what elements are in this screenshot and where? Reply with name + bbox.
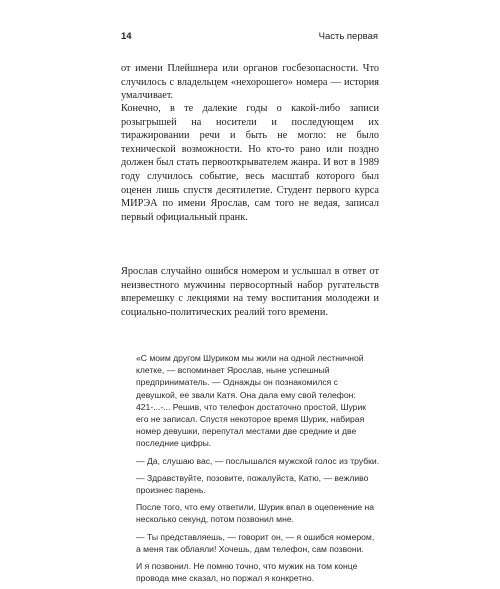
page-header (121, 31, 378, 45)
quote-paragraph: — Ты представляешь, — говорит он, — я ошибся номером, а меня так облаяли! Хочешь, дам телефон, сам позвони. (136, 531, 375, 554)
quote-paragraph: После того, что ему ответили, Шурик впал в оцепенение на несколько секунд, потом позвонил мне. (136, 502, 375, 525)
quote-paragraph: «С моим другом Шуриком мы жили на одной лестничной клетке, — вспоминает Ярослав, ныне успешный предприниматель. — Однажды он познакомился с девушкой, ее звали Катя. Она дала ему свой телефон: 421-...-... Решив, что телефон достаточно простой, Шурик его не записал. Спустя некоторое время Шурик, набирая номер девушки, перепутал местами две средние и две последние цифры. (136, 353, 366, 449)
paragraph: от имени Плейшнера или органов госбезопасности. Что случилось с владельцем «нехорошего» номера — история умалчивает. (121, 63, 379, 102)
page-number: 14 (121, 31, 132, 42)
quote-paragraph: — Да, слушаю вас, — послышался мужской голос из трубки. (136, 455, 380, 466)
quote-paragraph: — Здравствуйте, позовите, пожалуйста, Катю, — вежливо произнес парень. (136, 472, 369, 496)
running-title: Часть первая (318, 31, 378, 42)
quote-block (136, 352, 380, 589)
paragraph: Конечно, в те далекие годы о какой-либо записи розыгрышей на носители и последующем их тиражировании речи и быть не могло: не было технической возможности. Но кто-то рано или поздно должен был стать первооткрывателем жанра. И вот в 1989 году случилось событие, весь масштаб которого был оценен лишь спустя десятилетие. Студент первого курса МИРЭА по имени Ярослав, сам того не ведая, записал первый официальный пранк. (121, 103, 379, 223)
paragraph: Ярослав случайно ошибся номером и услышал в ответ от неизвестного мужчины первосортный набор ругательств вперемешку с лекциями на тему воспитания молодежи и социально-политических реалий того времени. (121, 266, 379, 318)
quote-paragraph: И я позвонил. Не помню точно, что мужик на том конце провода мне сказал, но поржал я конкретно. (136, 561, 358, 584)
